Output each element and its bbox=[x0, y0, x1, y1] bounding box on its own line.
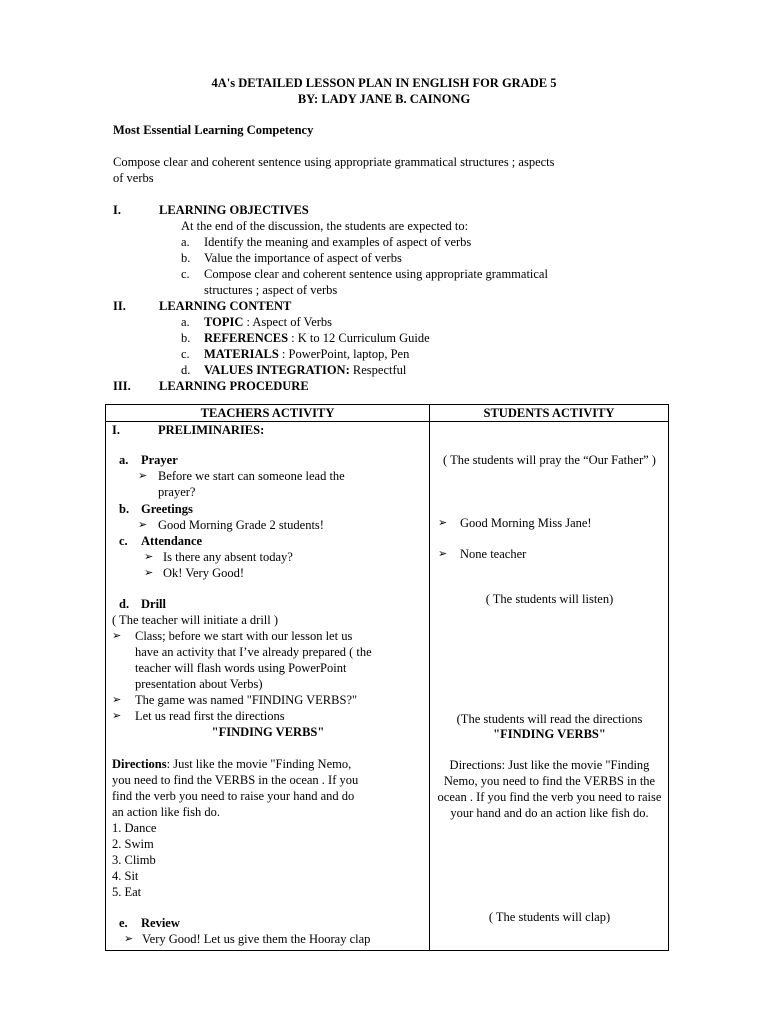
content-item-references bbox=[204, 330, 430, 346]
drill-line-6: Let us read first the directions bbox=[135, 709, 285, 723]
arrow-bullet-icon: ➢ bbox=[112, 710, 122, 722]
student-directions-line-4: your hand and do an action like fish do. bbox=[450, 806, 649, 820]
directions-line-1 bbox=[112, 756, 351, 772]
student-clap: ( The students will clap) bbox=[488, 910, 611, 924]
section-1-intro: At the end of the discussion, the students are expected to: bbox=[181, 219, 469, 233]
content-label: TOPIC bbox=[204, 315, 244, 329]
objective-c-marker: c. bbox=[181, 267, 190, 281]
verb-item: 5. Eat bbox=[112, 885, 142, 899]
directions-line-2: you need to find the VERBS in the ocean . If you bbox=[112, 773, 359, 787]
game-title-teacher: "FINDING VERBS" bbox=[211, 725, 325, 739]
attendance-line-1: Is there any absent today? bbox=[163, 550, 293, 564]
preliminaries-number: I. bbox=[112, 423, 120, 437]
greetings-marker: b. bbox=[119, 502, 130, 516]
melc-text-line-1: Compose clear and coherent sentence using appropriate grammatical structures ; aspects bbox=[113, 155, 555, 169]
content-item-topic bbox=[204, 314, 332, 330]
prayer-line-2: prayer? bbox=[158, 485, 196, 499]
students-activity-cell bbox=[430, 422, 669, 951]
objective-b-marker: b. bbox=[181, 251, 191, 265]
arrow-bullet-icon: ➢ bbox=[438, 517, 448, 529]
content-d-marker: d. bbox=[181, 363, 191, 377]
section-2-number: II. bbox=[113, 299, 126, 313]
student-directions-line-2: Nemo, you need to find the VERBS in the bbox=[443, 774, 656, 788]
drill-line-3: teacher will flash words using PowerPoint bbox=[135, 661, 347, 675]
drill-line-4: presentation about Verbs) bbox=[135, 677, 263, 691]
teachers-activity-header: TEACHERS ACTIVITY bbox=[106, 405, 430, 422]
drill-title: Drill bbox=[141, 597, 166, 611]
drill-marker: d. bbox=[119, 597, 130, 611]
procedure-table bbox=[105, 404, 669, 951]
directions-text: : Just like the movie "Finding Nemo, bbox=[166, 757, 352, 771]
document-title: 4A's DETAILED LESSON PLAN IN ENGLISH FOR GRADE 5 bbox=[211, 76, 557, 90]
prayer-title: Prayer bbox=[141, 453, 178, 467]
drill-note: ( The teacher will initiate a drill ) bbox=[112, 613, 279, 627]
document-author: BY: LADY JANE B. CAINONG bbox=[297, 92, 471, 106]
attendance-title: Attendance bbox=[141, 534, 203, 548]
objective-b-text: Value the importance of aspect of verbs bbox=[204, 251, 402, 265]
objective-a-text: Identify the meaning and examples of aspect of verbs bbox=[204, 235, 472, 249]
content-b-marker: b. bbox=[181, 331, 191, 345]
content-label: MATERIALS bbox=[204, 347, 279, 361]
arrow-bullet-icon: ➢ bbox=[438, 548, 448, 560]
arrow-bullet-icon: ➢ bbox=[144, 567, 154, 579]
verb-item: 1. Dance bbox=[112, 821, 157, 835]
student-directions-line-3: ocean . If you find the verb you need to raise bbox=[437, 790, 662, 804]
verb-item: 4. Sit bbox=[112, 869, 139, 883]
student-greeting: Good Morning Miss Jane! bbox=[460, 516, 592, 530]
content-value: Respectful bbox=[349, 363, 407, 377]
review-line: Very Good! Let us give them the Hooray clap bbox=[142, 932, 371, 946]
content-c-marker: c. bbox=[181, 347, 190, 361]
review-title: Review bbox=[141, 916, 180, 930]
directions-label: Directions bbox=[112, 757, 167, 771]
arrow-bullet-icon: ➢ bbox=[138, 519, 148, 531]
section-1-title: LEARNING OBJECTIVES bbox=[159, 203, 309, 217]
teachers-activity-cell bbox=[106, 422, 430, 951]
directions-line-4: an action like fish do. bbox=[112, 805, 220, 819]
verb-item: 3. Climb bbox=[112, 853, 156, 867]
verb-item: 2. Swim bbox=[112, 837, 154, 851]
student-listen: ( The students will listen) bbox=[485, 592, 614, 606]
prayer-marker: a. bbox=[119, 453, 129, 467]
content-a-marker: a. bbox=[181, 315, 190, 329]
content-label: VALUES INTEGRATION: bbox=[204, 363, 350, 377]
objective-c-continued: structures ; aspect of verbs bbox=[204, 283, 338, 297]
melc-heading: Most Essential Learning Competency bbox=[113, 123, 314, 137]
section-3-title: LEARNING PROCEDURE bbox=[159, 379, 309, 393]
drill-line-1: Class; before we start with our lesson let us bbox=[135, 629, 353, 643]
prayer-line-1: Before we start can someone lead the bbox=[158, 469, 345, 483]
greetings-title: Greetings bbox=[141, 502, 193, 516]
section-3-number: III. bbox=[113, 379, 131, 393]
drill-line-2: have an activity that I’ve already prepared ( the bbox=[135, 645, 372, 659]
arrow-bullet-icon: ➢ bbox=[138, 470, 148, 482]
arrow-bullet-icon: ➢ bbox=[112, 630, 122, 642]
student-absent-reply: None teacher bbox=[460, 547, 527, 561]
content-value: : K to 12 Curriculum Guide bbox=[288, 331, 430, 345]
objective-c-text: Compose clear and coherent sentence using appropriate grammatical bbox=[204, 267, 548, 281]
section-2-title: LEARNING CONTENT bbox=[159, 299, 292, 313]
content-item-values bbox=[204, 362, 406, 378]
arrow-bullet-icon: ➢ bbox=[112, 694, 122, 706]
directions-line-3: find the verb you need to raise your hand and do bbox=[112, 789, 355, 803]
arrow-bullet-icon: ➢ bbox=[124, 933, 134, 945]
student-read-directions: (The students will read the directions bbox=[456, 712, 643, 726]
student-pray: ( The students will pray the “Our Father” ) bbox=[443, 453, 656, 467]
content-label: REFERENCES bbox=[204, 331, 289, 345]
drill-line-5: The game was named "FINDING VERBS?" bbox=[135, 693, 358, 707]
attendance-line-2: Ok! Very Good! bbox=[163, 566, 245, 580]
student-directions-line-1: Directions: Just like the movie "Finding bbox=[449, 758, 650, 772]
section-1-number: I. bbox=[113, 203, 121, 217]
objective-a-marker: a. bbox=[181, 235, 190, 249]
greetings-line: Good Morning Grade 2 students! bbox=[158, 518, 324, 532]
arrow-bullet-icon: ➢ bbox=[144, 551, 154, 563]
game-title-student: "FINDING VERBS" bbox=[493, 727, 606, 741]
students-activity-header: STUDENTS ACTIVITY bbox=[430, 405, 669, 422]
review-marker: e. bbox=[119, 916, 128, 930]
content-item-materials bbox=[204, 346, 409, 362]
content-value: : Aspect of Verbs bbox=[243, 315, 333, 329]
melc-text-line-2: of verbs bbox=[113, 171, 154, 185]
preliminaries-title: PRELIMINARIES: bbox=[158, 423, 265, 437]
attendance-marker: c. bbox=[119, 534, 128, 548]
content-value: : PowerPoint, laptop, Pen bbox=[278, 347, 410, 361]
